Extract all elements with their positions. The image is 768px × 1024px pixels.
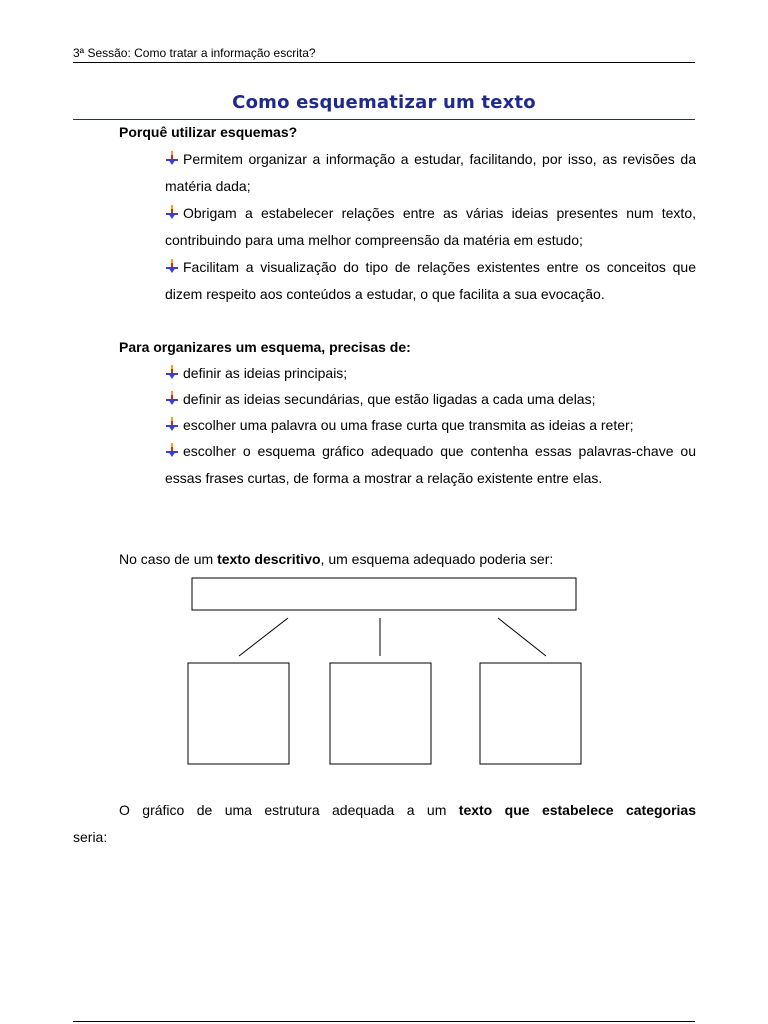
diagram-top-box — [192, 578, 576, 610]
section1-item-1-text: Permitem organizar a informação a estudar, facilitando, por isso, as revisões da matéria dada; — [165, 151, 696, 194]
page-header: 3ª Sessão: Como tratar a informação escrita? — [73, 46, 316, 60]
diagram-connector-left — [239, 618, 288, 656]
descriptive-prefix: No caso de um — [119, 551, 218, 567]
section2-item-2-text: definir as ideias secundárias, que estão ligadas a cada uma delas; — [183, 391, 596, 407]
page-title: Como esquematizar um texto — [232, 92, 536, 113]
categories-bold: texto que estabelece categorias — [458, 802, 696, 818]
diagram-box-middle — [330, 663, 431, 764]
categories-paragraph-line2: seria: — [73, 829, 108, 845]
section2-item-1-text: definir as ideias principais; — [183, 365, 348, 381]
descriptive-suffix: , um esquema adequado poderia ser: — [320, 551, 554, 567]
diagram-connector-right — [498, 618, 546, 656]
descriptive-bold: texto descritivo — [217, 551, 321, 567]
diagram-box-right — [480, 663, 581, 764]
footer-divider — [73, 1021, 695, 1022]
section2-item-4-text: escolher o esquema gráfico adequado que contenha essas palavras-chave ou essas frases curtas, de forma a mostrar a relação existente entre elas. — [165, 443, 696, 486]
categories-paragraph-line1 — [119, 797, 696, 824]
categories-prefix: O gráfico de uma estrutura adequada a um — [119, 802, 459, 818]
section2-item-3-text: escolher uma palavra ou uma frase curta que transmita as ideias a reter; — [183, 417, 634, 433]
section2-heading: Para organizares um esquema, precisas de: — [119, 339, 411, 355]
section1-item-3-text: Facilitam a visualização do tipo de relações existentes entre os conceitos que dizem respeito aos conteúdos a estudar, o que facilita a sua evocação. — [165, 259, 696, 302]
diagram-box-left — [188, 663, 289, 764]
section1-item-2-text: Obrigam a estabelecer relações entre as várias ideias presentes num texto, contribuindo para uma melhor compreensão da matéria em estudo; — [165, 205, 696, 248]
section1-heading: Porquê utilizar esquemas? — [119, 124, 298, 140]
